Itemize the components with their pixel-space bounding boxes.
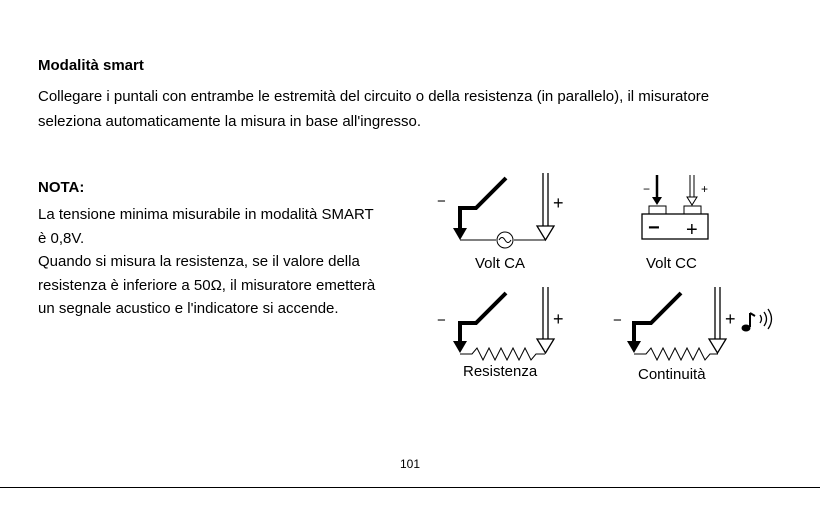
battery-icon [642,206,708,241]
diagram-label: Continuità [638,366,706,383]
diagram-volt-cc [642,175,708,272]
black-probe-icon [652,175,662,205]
diagram-label: Volt CA [475,255,526,272]
buzzer-sound-icon [742,309,772,332]
page-divider [0,487,820,488]
intro-line: seleziona automaticamente la misura in base all'ingresso. [38,113,422,130]
positive-sign: + [701,182,709,196]
note-line: Quando si misura la resistenza, se il valore della [38,253,360,270]
negative-sign: − [643,182,651,196]
red-probe-icon [687,175,697,205]
page-number: 101 [399,457,421,471]
red-probe-icon [537,287,554,353]
diagram-resistenza [437,287,564,380]
black-probe-icon [453,178,506,240]
diagram-volt-ca [437,173,564,272]
note-line: resistenza è inferiore a 50Ω, il misuratore emetterà [38,276,376,294]
note-line: è 0,8V. [38,229,85,247]
note-line: La tensione minima misurabile in modalità SMART [38,206,374,223]
negative-sign: − [437,312,446,329]
positive-sign: + [553,193,564,213]
resistor-icon [634,348,718,360]
diagram-label: Resistenza [463,363,538,380]
red-probe-icon [709,287,726,353]
resistor-icon [460,348,545,360]
red-probe-icon [537,173,554,240]
intro-line: Collegare i puntali con entrambe le estremità del circuito o della resistenza (in parallelo), il misuratore [38,88,710,105]
negative-sign: − [437,193,446,210]
black-probe-icon [453,293,506,353]
battery-negative: − [648,217,660,239]
diagram-continuita [613,287,772,383]
section-title: Modalità smart [38,57,144,74]
battery-positive: + [686,219,698,241]
positive-sign: + [725,309,736,329]
positive-sign: + [553,309,564,329]
black-probe-icon [627,293,681,353]
diagram-label: Volt CC [646,255,697,272]
note-line: un segnale acustico e l'indicatore si accende. [38,300,339,317]
negative-sign: − [613,312,622,329]
ac-source-icon [497,232,513,248]
note-title: NOTA: [38,179,85,196]
